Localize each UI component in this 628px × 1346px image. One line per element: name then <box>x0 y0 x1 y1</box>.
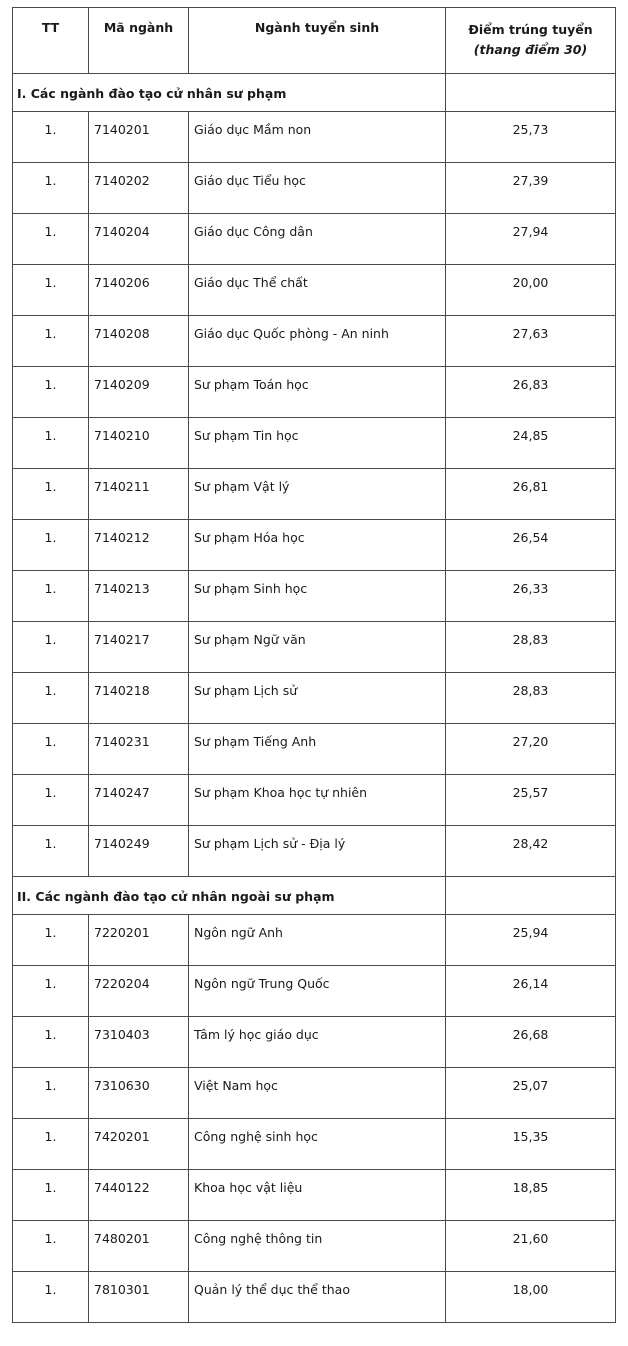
code-cell: 7140210 <box>89 418 189 469</box>
score-cell: 27,94 <box>446 214 616 265</box>
tt-cell: 1. <box>13 316 89 367</box>
tt-cell: 1. <box>13 163 89 214</box>
major-cell: Sư phạm Tin học <box>189 418 446 469</box>
major-cell: Giáo dục Mầm non <box>189 112 446 163</box>
code-cell: 7140212 <box>89 520 189 571</box>
major-cell: Việt Nam học <box>189 1068 446 1119</box>
major-cell: Sư phạm Tiếng Anh <box>189 724 446 775</box>
section-title: II. Các ngành đào tạo cử nhân ngoài sư phạm <box>13 877 446 915</box>
major-cell: Công nghệ thông tin <box>189 1221 446 1272</box>
major-cell: Sư phạm Lịch sử - Địa lý <box>189 826 446 877</box>
table-row <box>13 520 616 571</box>
code-cell: 7310630 <box>89 1068 189 1119</box>
score-cell: 25,73 <box>446 112 616 163</box>
tt-cell: 1. <box>13 622 89 673</box>
major-cell: Công nghệ sinh học <box>189 1119 446 1170</box>
table-row <box>13 915 616 966</box>
score-cell: 25,07 <box>446 1068 616 1119</box>
tt-cell: 1. <box>13 367 89 418</box>
major-cell: Sư phạm Ngữ văn <box>189 622 446 673</box>
major-cell: Giáo dục Tiểu học <box>189 163 446 214</box>
table-row <box>13 1221 616 1272</box>
section-empty-cell <box>446 74 616 112</box>
section-empty-cell <box>446 877 616 915</box>
table-row <box>13 775 616 826</box>
score-cell: 25,57 <box>446 775 616 826</box>
code-cell: 7140209 <box>89 367 189 418</box>
major-cell: Sư phạm Vật lý <box>189 469 446 520</box>
score-cell: 27,63 <box>446 316 616 367</box>
code-cell: 7140247 <box>89 775 189 826</box>
score-cell: 21,60 <box>446 1221 616 1272</box>
table-header-row <box>13 8 616 74</box>
tt-cell: 1. <box>13 1017 89 1068</box>
score-cell: 26,81 <box>446 469 616 520</box>
score-cell: 25,94 <box>446 915 616 966</box>
major-cell: Tâm lý học giáo dục <box>189 1017 446 1068</box>
table-row <box>13 367 616 418</box>
major-cell: Giáo dục Thể chất <box>189 265 446 316</box>
code-cell: 7140201 <box>89 112 189 163</box>
code-cell: 7480201 <box>89 1221 189 1272</box>
tt-cell: 1. <box>13 915 89 966</box>
major-cell: Sư phạm Toán học <box>189 367 446 418</box>
tt-cell: 1. <box>13 673 89 724</box>
score-cell: 26,33 <box>446 571 616 622</box>
tt-cell: 1. <box>13 1272 89 1323</box>
tt-cell: 1. <box>13 265 89 316</box>
header-score-label: Điểm trúng tuyển <box>468 22 593 37</box>
tt-cell: 1. <box>13 418 89 469</box>
tt-cell: 1. <box>13 1068 89 1119</box>
table-row <box>13 112 616 163</box>
code-cell: 7140211 <box>89 469 189 520</box>
score-cell: 18,85 <box>446 1170 616 1221</box>
score-cell: 15,35 <box>446 1119 616 1170</box>
table-row <box>13 622 616 673</box>
score-cell: 24,85 <box>446 418 616 469</box>
major-cell: Quản lý thể dục thể thao <box>189 1272 446 1323</box>
tt-cell: 1. <box>13 571 89 622</box>
table-row <box>13 1017 616 1068</box>
score-cell: 18,00 <box>446 1272 616 1323</box>
code-cell: 7140204 <box>89 214 189 265</box>
table-row <box>13 571 616 622</box>
table-row <box>13 1170 616 1221</box>
tt-cell: 1. <box>13 775 89 826</box>
code-cell: 7140249 <box>89 826 189 877</box>
table-row <box>13 163 616 214</box>
table-row <box>13 966 616 1017</box>
table-row <box>13 1068 616 1119</box>
table-row <box>13 418 616 469</box>
code-cell: 7140213 <box>89 571 189 622</box>
code-cell: 7140217 <box>89 622 189 673</box>
major-cell: Sư phạm Lịch sử <box>189 673 446 724</box>
table-row <box>13 214 616 265</box>
score-cell: 28,83 <box>446 673 616 724</box>
tt-cell: 1. <box>13 112 89 163</box>
section-row <box>13 877 616 915</box>
code-cell: 7310403 <box>89 1017 189 1068</box>
table-row <box>13 469 616 520</box>
major-cell: Giáo dục Công dân <box>189 214 446 265</box>
major-cell: Ngôn ngữ Anh <box>189 915 446 966</box>
table-row <box>13 1272 616 1323</box>
score-cell: 27,39 <box>446 163 616 214</box>
major-cell: Khoa học vật liệu <box>189 1170 446 1221</box>
admissions-score-table <box>12 7 616 1323</box>
section-title: I. Các ngành đào tạo cử nhân sư phạm <box>13 74 446 112</box>
table-row <box>13 673 616 724</box>
major-cell: Sư phạm Sinh học <box>189 571 446 622</box>
code-cell: 7220201 <box>89 915 189 966</box>
code-cell: 7420201 <box>89 1119 189 1170</box>
major-cell: Ngôn ngữ Trung Quốc <box>189 966 446 1017</box>
score-cell: 28,42 <box>446 826 616 877</box>
code-cell: 7140202 <box>89 163 189 214</box>
code-cell: 7220204 <box>89 966 189 1017</box>
section-row <box>13 74 616 112</box>
tt-cell: 1. <box>13 826 89 877</box>
tt-cell: 1. <box>13 1221 89 1272</box>
header-score-note: (thang điểm 30) <box>473 42 588 57</box>
major-cell: Sư phạm Hóa học <box>189 520 446 571</box>
table-row <box>13 316 616 367</box>
major-cell: Giáo dục Quốc phòng - An ninh <box>189 316 446 367</box>
table-row <box>13 826 616 877</box>
table-row <box>13 1119 616 1170</box>
score-cell: 26,14 <box>446 966 616 1017</box>
score-cell: 28,83 <box>446 622 616 673</box>
tt-cell: 1. <box>13 214 89 265</box>
score-cell: 20,00 <box>446 265 616 316</box>
tt-cell: 1. <box>13 1170 89 1221</box>
header-score <box>446 8 616 74</box>
table-row <box>13 265 616 316</box>
code-cell: 7140218 <box>89 673 189 724</box>
code-cell: 7140231 <box>89 724 189 775</box>
tt-cell: 1. <box>13 1119 89 1170</box>
table-body <box>13 74 616 1323</box>
tt-cell: 1. <box>13 520 89 571</box>
tt-cell: 1. <box>13 724 89 775</box>
header-major: Ngành tuyển sinh <box>189 8 446 74</box>
score-cell: 27,20 <box>446 724 616 775</box>
score-cell: 26,68 <box>446 1017 616 1068</box>
tt-cell: 1. <box>13 469 89 520</box>
code-cell: 7140208 <box>89 316 189 367</box>
tt-cell: 1. <box>13 966 89 1017</box>
table-row <box>13 724 616 775</box>
code-cell: 7810301 <box>89 1272 189 1323</box>
header-code: Mã ngành <box>89 8 189 74</box>
header-tt: TT <box>13 8 89 74</box>
major-cell: Sư phạm Khoa học tự nhiên <box>189 775 446 826</box>
code-cell: 7440122 <box>89 1170 189 1221</box>
code-cell: 7140206 <box>89 265 189 316</box>
score-cell: 26,54 <box>446 520 616 571</box>
score-cell: 26,83 <box>446 367 616 418</box>
